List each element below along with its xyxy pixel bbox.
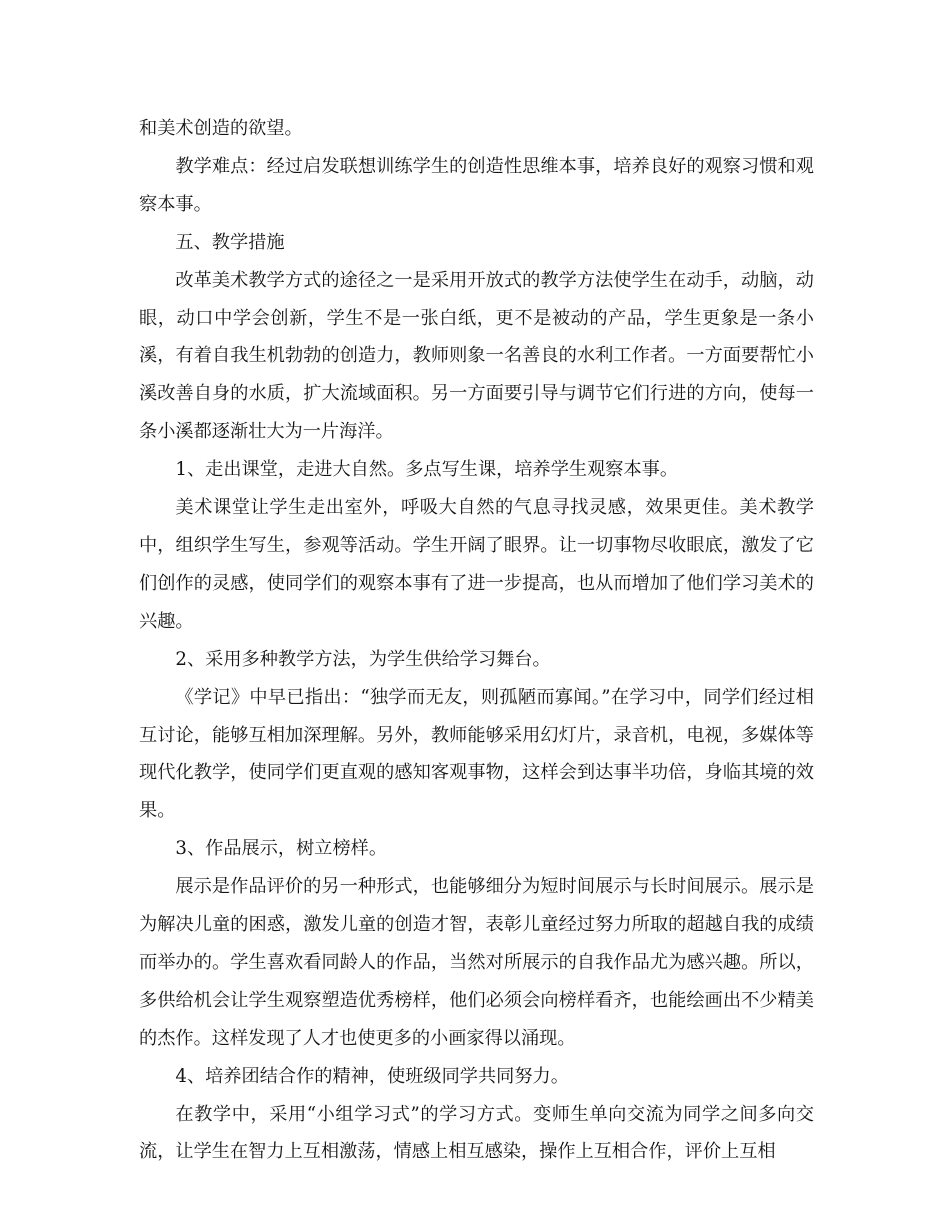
paragraph: 在教学中，采用“小组学习式”的学习方式。变师生单向交流为同学之间多向交流，让学生在智力上互相激荡，情感上相互感染，操作上互相合作，评价上互相 bbox=[139, 1103, 814, 1163]
subsection-heading: 1、走出课堂，走进大自然。多点写生课，培养学生观察本事。 bbox=[175, 459, 679, 481]
paragraph: 教学难点：经过启发联想训练学生的创造性思维本事，培养良好的观察习惯和观察本事。 bbox=[139, 155, 814, 215]
paragraph: 和美术创造的欲望。 bbox=[139, 118, 303, 139]
subsection-heading: 4、培养团结合作的精神，使班级同学共同努力。 bbox=[175, 1065, 569, 1087]
paragraph: 《学记》中早已指出：“独学而无友，则孤陋而寡闻。”在学习中，同学们经过相互讨论，能够互相加深理解。另外，教师能够采用幻灯片，录音机，电视，多媒体等现代化教学，使同学们更直观的感知客观事物，这样会到达事半功倍，身临其境的效果。 bbox=[139, 686, 814, 822]
paragraph: 展示是作品评价的另一种形式，也能够细分为短时间展示与长时间展示。展示是为解决儿童的困惑，激发儿童的创造才智，表彰儿童经过努力所取的超越自我的成绩而举办的。学生喜欢看同龄人的作品，当然对所展示的自我作品尤为感兴趣。所以，多供给机会让学生观察塑造优秀榜样，他们必须会向榜样看齐，也能绘画出不少精美的杰作。这样发现了人才也使更多的小画家得以涌现。 bbox=[139, 876, 814, 1049]
subsection-heading: 2、采用多种教学方法，为学生供给学习舞台。 bbox=[175, 648, 551, 670]
subsection-heading: 3、作品展示，树立榜样。 bbox=[175, 838, 388, 860]
paragraph: 美术课堂让学生走出室外，呼吸大自然的气息寻找灵感，效果更佳。美术教学中，组织学生写生，参观等活动。学生开阔了眼界。让一切事物尽收眼底，激发了它们创作的灵感，使同学们的观察本事有了进一步提高，也从而增加了他们学习美术的兴趣。 bbox=[139, 497, 814, 632]
section-heading: 五、教学措施 bbox=[175, 231, 285, 253]
paragraph: 改革美术教学方式的途径之一是采用开放式的教学方法使学生在动手，动脑，动眼，动口中学会创新，学生不是一张白纸，更不是被动的产品，学生更象是一条小溪，有着自我生机勃勃的创造力，教师则象一名善良的水利工作者。一方面要帮忙小溪改善自身的水质，扩大流域面积。另一方面要引导与调节它们行进的方向，使每一条小溪都逐渐壮大为一片海洋。 bbox=[139, 269, 814, 443]
document-body bbox=[139, 110, 814, 1171]
